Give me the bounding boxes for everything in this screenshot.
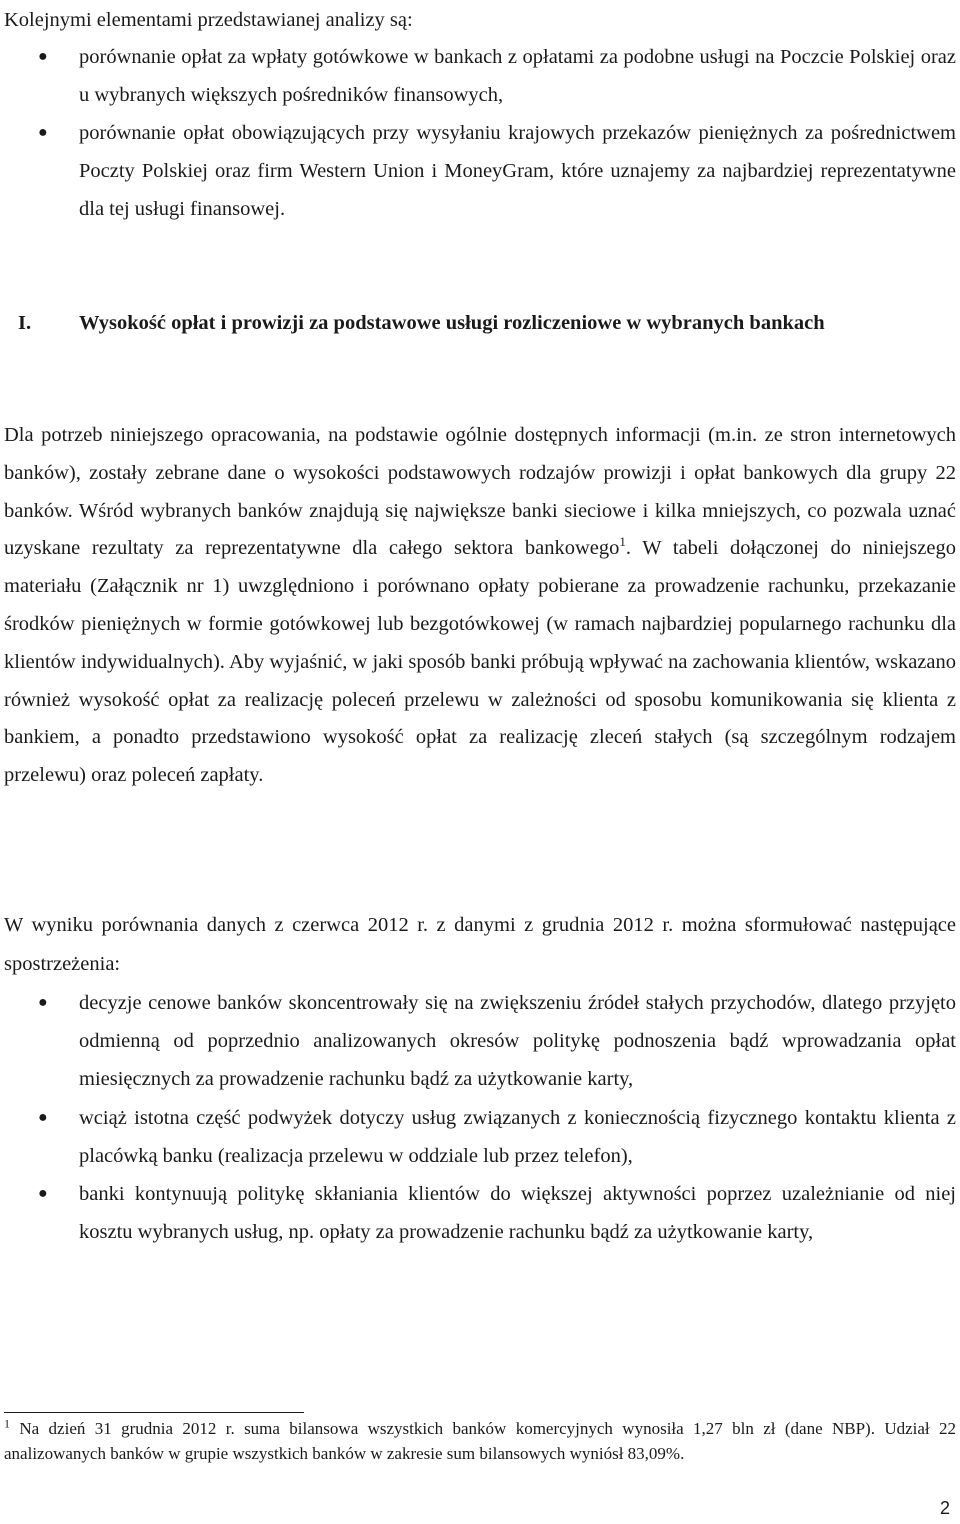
list-item-text: wciąż istotna część podwyżek dotyczy usług związanych z koniecznością fizycznego kontaktu klienta z placówką banku (realizacja przelewu w oddziale lub przez telefon), <box>79 1106 956 1167</box>
list-item <box>4 984 956 1099</box>
list-item-text: porównanie opłat za wpłaty gotówkowe w bankach z opłatami za podobne usługi na Poczcie Polskiej oraz u wybranych większych pośredników finansowych, <box>79 46 956 106</box>
section-title: Wysokość opłat i prowizji za podstawowe usługi rozliczeniowe w wybranych bankach <box>79 312 825 334</box>
footnote-separator <box>4 1412 304 1413</box>
list-item <box>4 1175 956 1251</box>
section-number: I. <box>18 312 32 334</box>
bullet-icon: ● <box>38 994 48 1011</box>
list-item <box>4 114 956 228</box>
list-item-text: decyzje cenowe banków skoncentrowały się na zwiększeniu źródeł stałych przychodów, dlatego przyjęto odmienną od poprzednio analizowanych okresów politykę podnoszenia bądź wprowadzania opłat miesięcznych za prowadzenie rachunku bądź za użytkowanie karty, <box>79 992 956 1091</box>
list-item-text: banki kontynuują politykę skłaniania klientów do większej aktywności poprzez uzależnianie od niej kosztu wybranych usług, np. opłaty za prowadzenie rachunku bądź za użytkowanie karty, <box>79 1183 956 1244</box>
footnote-text: Na dzień 31 grudnia 2012 r. suma bilansowa wszystkich banków komercyjnych wynosiła 1,27 bln zł (dane NBP). Udział 22 analizowanych banków w grupie wszystkich banków w zakresie sum bilansowych wyniósł 83,09%. <box>4 1419 956 1463</box>
list-item <box>4 1099 956 1175</box>
body-paragraph-comparison: W wyniku porównania danych z czerwca 2012 r. z danymi z grudnia 2012 r. można sformułować następujące spostrzeżenia: <box>4 914 956 975</box>
list-item-text: porównanie opłat obowiązujących przy wysyłaniu krajowych przekazów pieniężnych za pośrednictwem Poczty Polskiej oraz firm Western Union i MoneyGram, które uznajemy za najbardziej reprezentatywne dla tej usługi finansowej. <box>79 122 956 220</box>
list-item <box>4 38 956 114</box>
bullet-icon: ● <box>38 1108 48 1126</box>
observations-list <box>4 984 956 1251</box>
bullet-icon: ● <box>38 124 48 141</box>
intro-text: Kolejnymi elementami przedstawianej analizy są: <box>4 9 413 31</box>
body-paragraph-methodology <box>4 417 956 795</box>
analysis-elements-list <box>4 38 956 228</box>
paragraph-text: Dla potrzeb niniejszego opracowania, na podstawie ogólnie dostępnych informacji (m.in. ze stron internetowych banków), zostały zebrane dane o wysokości podstawowych rodzajów prowizji i opłat bankowych dla grupy 22 banków. Wśród wybranych banków znajdują się największe banki sieciowe i kilka mniejszych, co pozwala uznać uzyskane rezultaty za reprezentatywne dla całego sektora bankowego <box>4 424 956 560</box>
footnote-number: 1 <box>4 1416 10 1431</box>
bullet-icon: ● <box>38 1185 48 1203</box>
footnote-reference[interactable]: 1 <box>619 534 626 550</box>
page-number: 2 <box>939 1498 950 1518</box>
bullet-icon: ● <box>38 48 48 65</box>
paragraph-text: . W tabeli dołączonej do niniejszego materiału (Załącznik nr 1) uwzględniono i porównano opłaty pobierane za prowadzenie rachunku, przekazanie środków pieniężnych w formie gotówkowej lub bezgotówkowej (w ramach najbardziej popularnego rachunku dla klientów indywidualnych). Aby wyjaśnić, w jaki sposób banki próbują wpływać na zachowania klientów, wskazano również wysokość opłat za realizację poleceń przelewu w zależności od sposobu komunikowania się klienta z bankiem, a ponadto przedstawiono wysokość opłat za realizację zleceń stałych (są szczególnym rodzajem przelewu) oraz poleceń zapłaty. <box>4 537 956 787</box>
section-heading <box>4 304 956 342</box>
footnote <box>4 1417 956 1466</box>
